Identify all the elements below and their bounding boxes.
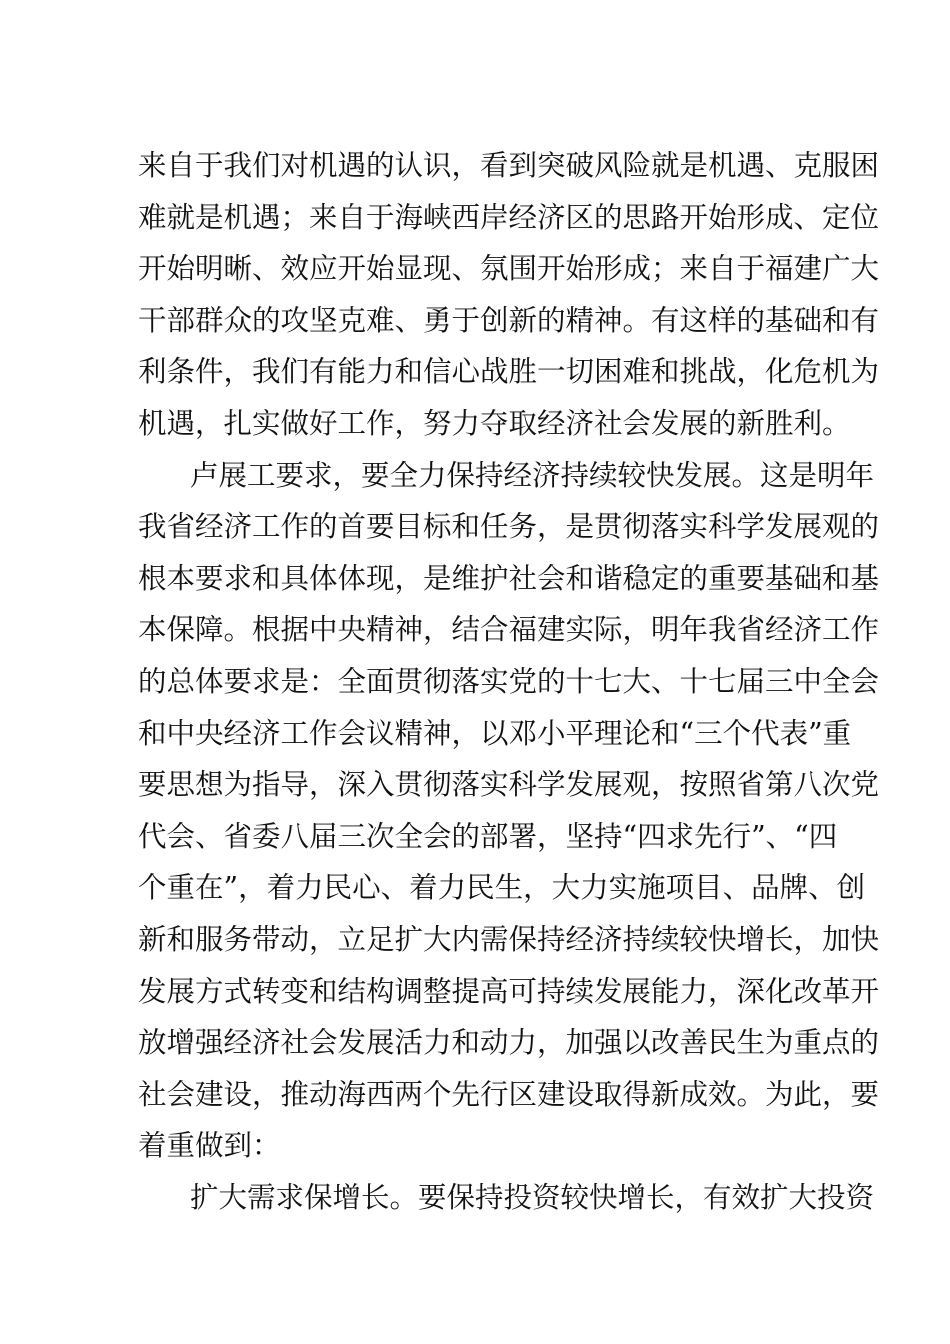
text-line: 代会、省委八届三次全会的部署，坚持“四求先行”、“四 bbox=[138, 819, 838, 853]
text-line: 利条件，我们有能力和信心战胜一切困难和挑战，化危机为 bbox=[138, 355, 880, 389]
text-line: 放增强经济社会发展活力和动力，加强以改善民生为重点的 bbox=[138, 1026, 880, 1060]
paragraph-first-line: 扩大需求保增长。要保持投资较快增长，有效扩大投资 bbox=[190, 1180, 875, 1214]
text-line: 和中央经济工作会议精神，以邓小平理论和“三个代表”重 bbox=[138, 716, 852, 750]
text-line: 的总体要求是：全面贯彻落实党的十七大、十七届三中全会 bbox=[138, 664, 880, 698]
text-line: 来自于我们对机遇的认识，看到突破风险就是机遇、克服困 bbox=[138, 149, 880, 182]
text-line: 难就是机遇；来自于海峡西岸经济区的思路开始形成、定位 bbox=[138, 200, 880, 234]
text-line: 干部群众的攻坚克难、勇于创新的精神。有这样的基础和有 bbox=[138, 303, 880, 337]
body-text bbox=[138, 140, 880, 1223]
text-line: 机遇，扎实做好工作，努力夺取经济社会发展的新胜利。 bbox=[138, 406, 851, 440]
text-line: 社会建设，推动海西两个先行区建设取得新成效。为此，要 bbox=[138, 1077, 880, 1111]
text-line: 我省经济工作的首要目标和任务，是贯彻落实科学发展观的 bbox=[138, 510, 880, 544]
text-line: 发展方式转变和结构调整提高可持续发展能力，深化改革开 bbox=[138, 974, 880, 1008]
text-line: 要思想为指导，深入贯彻落实科学发展观，按照省第八次党 bbox=[138, 768, 880, 802]
text-line: 个重在”，着力民心、着力民生，大力实施项目、品牌、创 bbox=[138, 871, 866, 905]
text-line: 本保障。根据中央精神，结合福建实际，明年我省经济工作 bbox=[138, 613, 880, 647]
paragraph-first-line: 卢展工要求，要全力保持经济持续较快发展。这是明年 bbox=[190, 458, 875, 492]
text-line: 着重做到： bbox=[138, 1129, 281, 1163]
text-line: 根本要求和具体体现，是维护社会和谐稳定的重要基础和基 bbox=[138, 561, 880, 595]
text-line: 开始明晰、效应开始显现、氛围开始形成；来自于福建广大 bbox=[138, 252, 880, 286]
text-line: 新和服务带动，立足扩大内需保持经济持续较快增长，加快 bbox=[138, 922, 880, 956]
